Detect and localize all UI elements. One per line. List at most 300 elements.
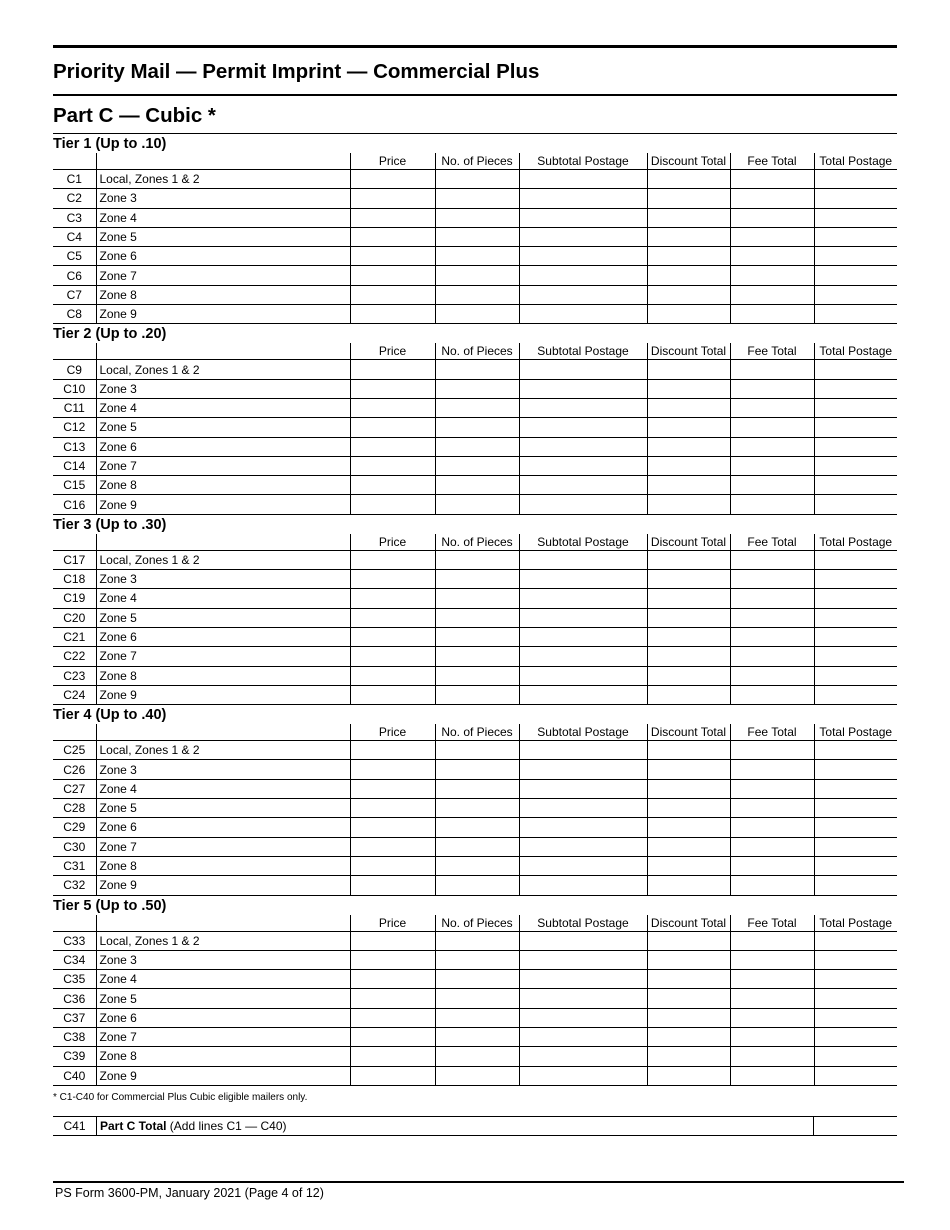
total-input[interactable] bbox=[814, 189, 897, 208]
price-input[interactable] bbox=[350, 989, 435, 1008]
pieces-input[interactable] bbox=[435, 1027, 519, 1046]
discount-input[interactable] bbox=[647, 266, 730, 285]
subtotal-input[interactable] bbox=[519, 589, 647, 608]
subtotal-input[interactable] bbox=[519, 379, 647, 398]
discount-input[interactable] bbox=[647, 305, 730, 324]
fee-input[interactable] bbox=[730, 818, 814, 837]
fee-input[interactable] bbox=[730, 989, 814, 1008]
subtotal-input[interactable] bbox=[519, 627, 647, 646]
tier-section bbox=[53, 705, 897, 895]
subtotal-input[interactable] bbox=[519, 608, 647, 627]
price-input[interactable] bbox=[350, 227, 435, 246]
pieces-input[interactable] bbox=[435, 685, 519, 704]
price-input[interactable] bbox=[350, 305, 435, 324]
pieces-input[interactable] bbox=[435, 837, 519, 856]
total-input[interactable] bbox=[814, 647, 897, 666]
discount-input[interactable] bbox=[647, 989, 730, 1008]
table-row bbox=[53, 456, 897, 475]
subtotal-input[interactable] bbox=[519, 741, 647, 760]
price-input[interactable] bbox=[350, 285, 435, 304]
fee-input[interactable] bbox=[730, 647, 814, 666]
subtotal-input[interactable] bbox=[519, 550, 647, 569]
pieces-input[interactable] bbox=[435, 456, 519, 475]
price-input[interactable] bbox=[350, 456, 435, 475]
column-header-total: Total Postage bbox=[814, 915, 897, 932]
fee-input[interactable] bbox=[730, 570, 814, 589]
header-blank bbox=[96, 915, 350, 932]
subtotal-input[interactable] bbox=[519, 931, 647, 950]
subtotal-input[interactable] bbox=[519, 418, 647, 437]
fee-input[interactable] bbox=[730, 856, 814, 875]
zone-label: Zone 6 bbox=[96, 627, 350, 646]
header-blank bbox=[96, 153, 350, 170]
discount-input[interactable] bbox=[647, 760, 730, 779]
total-input[interactable] bbox=[814, 989, 897, 1008]
price-input[interactable] bbox=[350, 666, 435, 685]
discount-input[interactable] bbox=[647, 227, 730, 246]
price-input[interactable] bbox=[350, 856, 435, 875]
total-input[interactable] bbox=[814, 570, 897, 589]
line-number: C10 bbox=[53, 379, 96, 398]
fee-input[interactable] bbox=[730, 1047, 814, 1066]
total-input[interactable] bbox=[814, 398, 897, 417]
price-input[interactable] bbox=[350, 931, 435, 950]
total-input[interactable] bbox=[814, 837, 897, 856]
total-input[interactable] bbox=[814, 285, 897, 304]
total-input[interactable] bbox=[814, 379, 897, 398]
pieces-input[interactable] bbox=[435, 285, 519, 304]
column-header-fee: Fee Total bbox=[730, 724, 814, 741]
fee-input[interactable] bbox=[730, 931, 814, 950]
pieces-input[interactable] bbox=[435, 1008, 519, 1027]
price-input[interactable] bbox=[350, 379, 435, 398]
pieces-input[interactable] bbox=[435, 741, 519, 760]
total-input[interactable] bbox=[814, 418, 897, 437]
zone-label: Local, Zones 1 & 2 bbox=[96, 550, 350, 569]
fee-input[interactable] bbox=[730, 627, 814, 646]
fee-input[interactable] bbox=[730, 360, 814, 379]
total-input[interactable] bbox=[814, 305, 897, 324]
total-input[interactable] bbox=[814, 856, 897, 875]
discount-input[interactable] bbox=[647, 170, 730, 189]
subtotal-input[interactable] bbox=[519, 876, 647, 895]
price-input[interactable] bbox=[350, 1008, 435, 1027]
pieces-input[interactable] bbox=[435, 589, 519, 608]
fee-input[interactable] bbox=[730, 779, 814, 798]
subtotal-input[interactable] bbox=[519, 266, 647, 285]
price-input[interactable] bbox=[350, 360, 435, 379]
pieces-input[interactable] bbox=[435, 876, 519, 895]
pieces-input[interactable] bbox=[435, 208, 519, 227]
price-input[interactable] bbox=[350, 779, 435, 798]
fee-input[interactable] bbox=[730, 741, 814, 760]
subtotal-input[interactable] bbox=[519, 970, 647, 989]
total-input[interactable] bbox=[814, 970, 897, 989]
line-number: C14 bbox=[53, 456, 96, 475]
pieces-input[interactable] bbox=[435, 989, 519, 1008]
fee-input[interactable] bbox=[730, 437, 814, 456]
pieces-input[interactable] bbox=[435, 779, 519, 798]
total-input[interactable] bbox=[814, 437, 897, 456]
total-input[interactable] bbox=[814, 360, 897, 379]
pieces-input[interactable] bbox=[435, 856, 519, 875]
price-input[interactable] bbox=[350, 799, 435, 818]
price-input[interactable] bbox=[350, 970, 435, 989]
discount-input[interactable] bbox=[647, 608, 730, 627]
fee-input[interactable] bbox=[730, 227, 814, 246]
discount-input[interactable] bbox=[647, 476, 730, 495]
total-input[interactable] bbox=[814, 247, 897, 266]
fee-input[interactable] bbox=[730, 589, 814, 608]
subtotal-input[interactable] bbox=[519, 495, 647, 514]
total-input[interactable] bbox=[814, 685, 897, 704]
zone-label: Zone 8 bbox=[96, 285, 350, 304]
pieces-input[interactable] bbox=[435, 227, 519, 246]
subtotal-input[interactable] bbox=[519, 570, 647, 589]
pieces-input[interactable] bbox=[435, 247, 519, 266]
fee-input[interactable] bbox=[730, 476, 814, 495]
column-header-fee: Fee Total bbox=[730, 153, 814, 170]
subtotal-input[interactable] bbox=[519, 1066, 647, 1085]
fee-input[interactable] bbox=[730, 837, 814, 856]
zone-label: Zone 7 bbox=[96, 1027, 350, 1046]
zone-label: Local, Zones 1 & 2 bbox=[96, 931, 350, 950]
price-input[interactable] bbox=[350, 685, 435, 704]
total-input[interactable] bbox=[814, 876, 897, 895]
total-input[interactable] bbox=[814, 741, 897, 760]
zone-label: Zone 4 bbox=[96, 779, 350, 798]
total-input[interactable] bbox=[814, 779, 897, 798]
discount-input[interactable] bbox=[647, 647, 730, 666]
price-input[interactable] bbox=[350, 398, 435, 417]
fee-input[interactable] bbox=[730, 876, 814, 895]
table-row bbox=[53, 647, 897, 666]
part-c-total-row bbox=[53, 1116, 897, 1135]
fee-input[interactable] bbox=[730, 208, 814, 227]
price-input[interactable] bbox=[350, 589, 435, 608]
discount-input[interactable] bbox=[647, 208, 730, 227]
part-c-total-note: (Add lines C1 — C40) bbox=[166, 1118, 287, 1133]
discount-input[interactable] bbox=[647, 685, 730, 704]
total-input[interactable] bbox=[814, 589, 897, 608]
subtotal-input[interactable] bbox=[519, 1008, 647, 1027]
fee-input[interactable] bbox=[730, 760, 814, 779]
fee-input[interactable] bbox=[730, 266, 814, 285]
subtotal-input[interactable] bbox=[519, 818, 647, 837]
discount-input[interactable] bbox=[647, 876, 730, 895]
table-row bbox=[53, 476, 897, 495]
pieces-input[interactable] bbox=[435, 970, 519, 989]
discount-input[interactable] bbox=[647, 570, 730, 589]
zone-label: Zone 5 bbox=[96, 989, 350, 1008]
pieces-input[interactable] bbox=[435, 950, 519, 969]
discount-input[interactable] bbox=[647, 1066, 730, 1085]
fee-input[interactable] bbox=[730, 495, 814, 514]
price-input[interactable] bbox=[350, 627, 435, 646]
discount-input[interactable] bbox=[647, 950, 730, 969]
discount-input[interactable] bbox=[647, 379, 730, 398]
line-number: C15 bbox=[53, 476, 96, 495]
pieces-input[interactable] bbox=[435, 189, 519, 208]
fee-input[interactable] bbox=[730, 970, 814, 989]
price-input[interactable] bbox=[350, 570, 435, 589]
fee-input[interactable] bbox=[730, 456, 814, 475]
discount-input[interactable] bbox=[647, 741, 730, 760]
total-input[interactable] bbox=[814, 799, 897, 818]
discount-input[interactable] bbox=[647, 418, 730, 437]
fee-input[interactable] bbox=[730, 950, 814, 969]
total-input[interactable] bbox=[814, 170, 897, 189]
table-row bbox=[53, 837, 897, 856]
pieces-input[interactable] bbox=[435, 170, 519, 189]
fee-input[interactable] bbox=[730, 685, 814, 704]
price-input[interactable] bbox=[350, 495, 435, 514]
subtotal-input[interactable] bbox=[519, 398, 647, 417]
line-number: C31 bbox=[53, 856, 96, 875]
subtotal-input[interactable] bbox=[519, 170, 647, 189]
fee-input[interactable] bbox=[730, 550, 814, 569]
column-header-subtotal: Subtotal Postage bbox=[519, 724, 647, 741]
price-input[interactable] bbox=[350, 437, 435, 456]
discount-input[interactable] bbox=[647, 437, 730, 456]
discount-input[interactable] bbox=[647, 779, 730, 798]
pieces-input[interactable] bbox=[435, 818, 519, 837]
discount-input[interactable] bbox=[647, 589, 730, 608]
fee-input[interactable] bbox=[730, 247, 814, 266]
fee-input[interactable] bbox=[730, 1027, 814, 1046]
total-input[interactable] bbox=[814, 608, 897, 627]
pieces-input[interactable] bbox=[435, 760, 519, 779]
zone-label: Zone 3 bbox=[96, 189, 350, 208]
total-input[interactable] bbox=[814, 266, 897, 285]
subtotal-input[interactable] bbox=[519, 989, 647, 1008]
line-number: C33 bbox=[53, 931, 96, 950]
fee-input[interactable] bbox=[730, 398, 814, 417]
column-header-discount: Discount Total bbox=[647, 343, 730, 360]
subtotal-input[interactable] bbox=[519, 476, 647, 495]
pieces-input[interactable] bbox=[435, 418, 519, 437]
discount-input[interactable] bbox=[647, 285, 730, 304]
zone-label: Zone 9 bbox=[96, 685, 350, 704]
pieces-input[interactable] bbox=[435, 495, 519, 514]
pieces-input[interactable] bbox=[435, 666, 519, 685]
subtotal-input[interactable] bbox=[519, 208, 647, 227]
subtotal-input[interactable] bbox=[519, 760, 647, 779]
pieces-input[interactable] bbox=[435, 931, 519, 950]
subtotal-input[interactable] bbox=[519, 1047, 647, 1066]
column-header-row bbox=[53, 724, 897, 741]
total-input[interactable] bbox=[814, 1066, 897, 1085]
table-row bbox=[53, 741, 897, 760]
subtotal-input[interactable] bbox=[519, 437, 647, 456]
zone-label: Zone 3 bbox=[96, 379, 350, 398]
column-header-price: Price bbox=[350, 915, 435, 932]
total-input[interactable] bbox=[814, 227, 897, 246]
line-number: C3 bbox=[53, 208, 96, 227]
subtotal-input[interactable] bbox=[519, 360, 647, 379]
pieces-input[interactable] bbox=[435, 305, 519, 324]
tier-section bbox=[53, 896, 897, 1086]
price-input[interactable] bbox=[350, 760, 435, 779]
pieces-input[interactable] bbox=[435, 379, 519, 398]
discount-input[interactable] bbox=[647, 799, 730, 818]
fee-input[interactable] bbox=[730, 666, 814, 685]
pieces-input[interactable] bbox=[435, 398, 519, 417]
pieces-input[interactable] bbox=[435, 437, 519, 456]
subtotal-input[interactable] bbox=[519, 779, 647, 798]
fee-input[interactable] bbox=[730, 418, 814, 437]
price-input[interactable] bbox=[350, 876, 435, 895]
fee-input[interactable] bbox=[730, 305, 814, 324]
footer-rule bbox=[53, 1181, 904, 1183]
line-number: C40 bbox=[53, 1066, 96, 1085]
table-row bbox=[53, 818, 897, 837]
subtotal-input[interactable] bbox=[519, 227, 647, 246]
price-input[interactable] bbox=[350, 818, 435, 837]
total-input[interactable] bbox=[814, 208, 897, 227]
total-input[interactable] bbox=[814, 550, 897, 569]
table-row bbox=[53, 799, 897, 818]
zone-label: Zone 5 bbox=[96, 227, 350, 246]
total-input[interactable] bbox=[814, 476, 897, 495]
fee-input[interactable] bbox=[730, 170, 814, 189]
discount-input[interactable] bbox=[647, 970, 730, 989]
subtotal-input[interactable] bbox=[519, 247, 647, 266]
discount-input[interactable] bbox=[647, 818, 730, 837]
total-input[interactable] bbox=[814, 627, 897, 646]
price-input[interactable] bbox=[350, 647, 435, 666]
table-row bbox=[53, 1066, 897, 1085]
subtotal-input[interactable] bbox=[519, 189, 647, 208]
pieces-input[interactable] bbox=[435, 476, 519, 495]
fee-input[interactable] bbox=[730, 189, 814, 208]
subtotal-input[interactable] bbox=[519, 799, 647, 818]
discount-input[interactable] bbox=[647, 1027, 730, 1046]
column-header-subtotal: Subtotal Postage bbox=[519, 915, 647, 932]
discount-input[interactable] bbox=[647, 666, 730, 685]
discount-input[interactable] bbox=[647, 550, 730, 569]
price-input[interactable] bbox=[350, 170, 435, 189]
discount-input[interactable] bbox=[647, 1047, 730, 1066]
price-input[interactable] bbox=[350, 208, 435, 227]
subtotal-input[interactable] bbox=[519, 456, 647, 475]
price-input[interactable] bbox=[350, 950, 435, 969]
subtotal-input[interactable] bbox=[519, 647, 647, 666]
price-input[interactable] bbox=[350, 1047, 435, 1066]
price-input[interactable] bbox=[350, 1027, 435, 1046]
total-input[interactable] bbox=[814, 950, 897, 969]
subtotal-input[interactable] bbox=[519, 285, 647, 304]
pieces-input[interactable] bbox=[435, 550, 519, 569]
discount-input[interactable] bbox=[647, 856, 730, 875]
total-input[interactable] bbox=[814, 495, 897, 514]
pieces-input[interactable] bbox=[435, 627, 519, 646]
discount-input[interactable] bbox=[647, 360, 730, 379]
table-row bbox=[53, 379, 897, 398]
header-blank bbox=[53, 724, 96, 741]
fee-input[interactable] bbox=[730, 608, 814, 627]
pieces-input[interactable] bbox=[435, 570, 519, 589]
discount-input[interactable] bbox=[647, 1008, 730, 1027]
price-input[interactable] bbox=[350, 418, 435, 437]
discount-input[interactable] bbox=[647, 398, 730, 417]
total-input[interactable] bbox=[814, 1027, 897, 1046]
price-input[interactable] bbox=[350, 266, 435, 285]
total-input[interactable] bbox=[814, 818, 897, 837]
discount-input[interactable] bbox=[647, 627, 730, 646]
subtotal-input[interactable] bbox=[519, 666, 647, 685]
price-input[interactable] bbox=[350, 476, 435, 495]
zone-label: Zone 4 bbox=[96, 970, 350, 989]
total-input[interactable] bbox=[814, 760, 897, 779]
pieces-input[interactable] bbox=[435, 1066, 519, 1085]
price-input[interactable] bbox=[350, 1066, 435, 1085]
fee-input[interactable] bbox=[730, 1066, 814, 1085]
fee-input[interactable] bbox=[730, 379, 814, 398]
price-input[interactable] bbox=[350, 247, 435, 266]
price-input[interactable] bbox=[350, 189, 435, 208]
discount-input[interactable] bbox=[647, 189, 730, 208]
total-input[interactable] bbox=[814, 456, 897, 475]
part-title: Part C — Cubic * bbox=[53, 104, 216, 127]
subtotal-input[interactable] bbox=[519, 856, 647, 875]
discount-input[interactable] bbox=[647, 247, 730, 266]
pieces-input[interactable] bbox=[435, 647, 519, 666]
line-number: C18 bbox=[53, 570, 96, 589]
total-input[interactable] bbox=[814, 1008, 897, 1027]
fee-input[interactable] bbox=[730, 285, 814, 304]
discount-input[interactable] bbox=[647, 837, 730, 856]
price-input[interactable] bbox=[350, 550, 435, 569]
subtotal-input[interactable] bbox=[519, 1027, 647, 1046]
column-header-subtotal: Subtotal Postage bbox=[519, 534, 647, 551]
discount-input[interactable] bbox=[647, 931, 730, 950]
tier-section bbox=[53, 134, 897, 324]
table-row bbox=[53, 418, 897, 437]
part-c-total-input[interactable] bbox=[814, 1116, 898, 1135]
pieces-input[interactable] bbox=[435, 608, 519, 627]
price-input[interactable] bbox=[350, 837, 435, 856]
table-row bbox=[53, 495, 897, 514]
price-input[interactable] bbox=[350, 608, 435, 627]
total-input[interactable] bbox=[814, 666, 897, 685]
total-input[interactable] bbox=[814, 1047, 897, 1066]
header-blank bbox=[53, 534, 96, 551]
subtotal-input[interactable] bbox=[519, 837, 647, 856]
subtotal-input[interactable] bbox=[519, 685, 647, 704]
zone-label: Zone 8 bbox=[96, 856, 350, 875]
total-input[interactable] bbox=[814, 931, 897, 950]
pieces-input[interactable] bbox=[435, 360, 519, 379]
line-number: C26 bbox=[53, 760, 96, 779]
fee-input[interactable] bbox=[730, 799, 814, 818]
zone-label: Zone 8 bbox=[96, 666, 350, 685]
subtotal-input[interactable] bbox=[519, 305, 647, 324]
discount-input[interactable] bbox=[647, 456, 730, 475]
column-header-discount: Discount Total bbox=[647, 153, 730, 170]
subtotal-input[interactable] bbox=[519, 950, 647, 969]
column-header-row bbox=[53, 153, 897, 170]
line-number: C13 bbox=[53, 437, 96, 456]
zone-label: Zone 6 bbox=[96, 247, 350, 266]
pieces-input[interactable] bbox=[435, 799, 519, 818]
tier-title: Tier 3 (Up to .30) bbox=[53, 516, 167, 533]
price-input[interactable] bbox=[350, 741, 435, 760]
fee-input[interactable] bbox=[730, 1008, 814, 1027]
discount-input[interactable] bbox=[647, 495, 730, 514]
pieces-input[interactable] bbox=[435, 1047, 519, 1066]
pieces-input[interactable] bbox=[435, 266, 519, 285]
